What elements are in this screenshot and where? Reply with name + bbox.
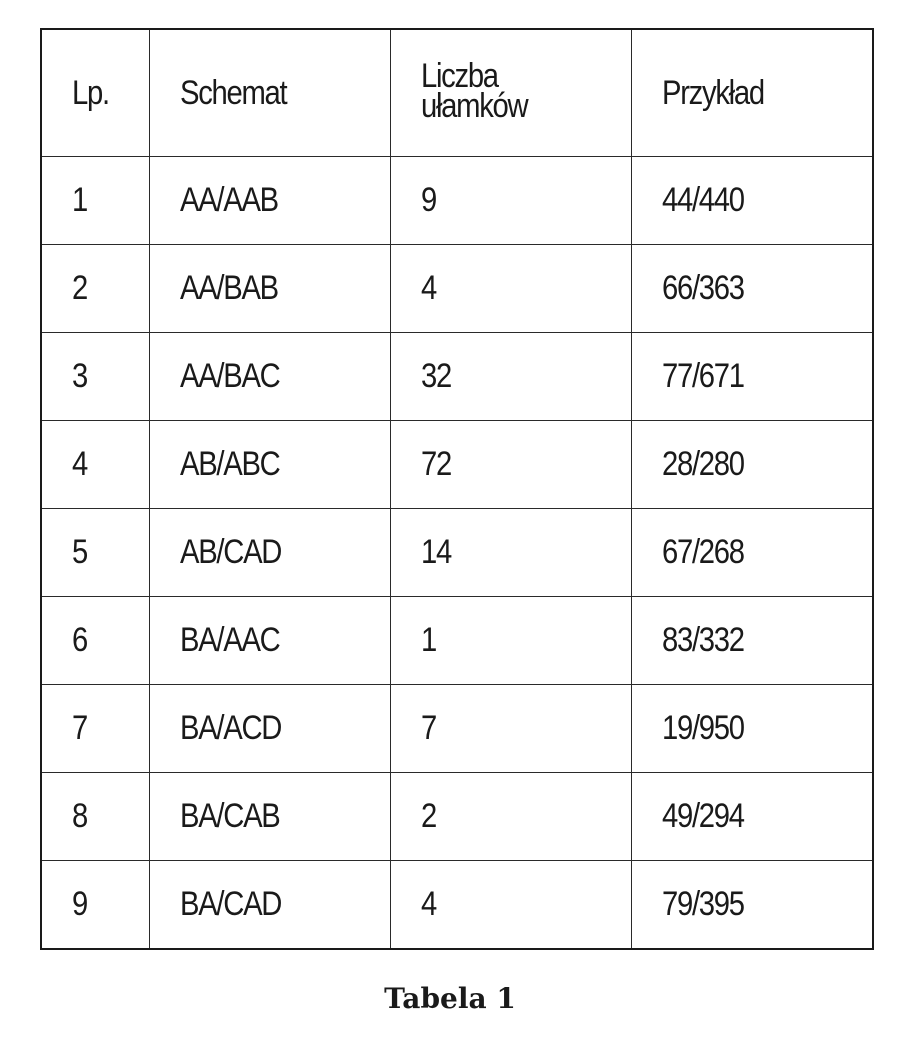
cell-przyklad: [632, 597, 874, 685]
cell-schemat: [150, 421, 391, 509]
cell-liczba-text: 72: [421, 445, 451, 483]
cell-przyklad-text: 77/671: [662, 357, 744, 395]
table-row: [41, 685, 873, 773]
header-liczba-label: [421, 56, 528, 125]
table-row: [41, 597, 873, 685]
cell-liczba: [391, 685, 632, 773]
cell-lp-text: 4: [72, 445, 87, 483]
cell-schemat: [150, 245, 391, 333]
cell-schemat: [150, 509, 391, 597]
table-row: [41, 773, 873, 861]
cell-liczba: [391, 245, 632, 333]
table-caption: Tabela 1: [384, 982, 516, 1015]
header-liczba-line2: ułamków: [421, 86, 528, 125]
cell-lp-text: 8: [72, 797, 87, 835]
header-schemat-label: Schemat: [180, 73, 287, 112]
cell-schemat-text: BA/CAD: [180, 885, 282, 923]
table-row: [41, 157, 873, 245]
cell-przyklad: [632, 861, 874, 950]
table-row: [41, 245, 873, 333]
header-liczba-ulamkow: [391, 29, 632, 157]
cell-schemat-text: AA/BAC: [180, 357, 280, 395]
cell-przyklad-text: 83/332: [662, 621, 744, 659]
cell-liczba-text: 4: [421, 269, 436, 307]
cell-lp: [41, 773, 150, 861]
cell-schemat-text: BA/CAB: [180, 797, 280, 835]
cell-lp-text: 9: [72, 885, 87, 923]
cell-przyklad-text: 67/268: [662, 533, 744, 571]
table-row: [41, 421, 873, 509]
cell-liczba-text: 14: [421, 533, 451, 571]
cell-przyklad: [632, 509, 874, 597]
cell-lp: [41, 421, 150, 509]
cell-lp: [41, 509, 150, 597]
cell-schemat-text: AA/AAB: [180, 181, 278, 219]
cell-liczba: [391, 421, 632, 509]
cell-schemat-text: BA/AAC: [180, 621, 280, 659]
cell-przyklad-text: 49/294: [662, 797, 744, 835]
cell-lp-text: 1: [72, 181, 87, 219]
header-przyklad-label: Przykład: [662, 73, 764, 112]
cell-schemat: [150, 685, 391, 773]
cell-schemat: [150, 157, 391, 245]
table-header-row: [41, 29, 873, 157]
table-row: [41, 861, 873, 950]
cell-lp: [41, 333, 150, 421]
cell-liczba-text: 2: [421, 797, 436, 835]
cell-przyklad: [632, 685, 874, 773]
cell-przyklad-text: 44/440: [662, 181, 744, 219]
cell-przyklad-text: 19/950: [662, 709, 744, 747]
cell-schemat: [150, 597, 391, 685]
cell-przyklad-text: 79/395: [662, 885, 744, 923]
cell-liczba-text: 1: [421, 621, 436, 659]
cell-schemat-text: AA/BAB: [180, 269, 278, 307]
cell-przyklad: [632, 421, 874, 509]
cell-schemat: [150, 333, 391, 421]
cell-przyklad: [632, 773, 874, 861]
header-schemat: [150, 29, 391, 157]
table-row: [41, 333, 873, 421]
cell-lp: [41, 685, 150, 773]
header-lp-label: Lp.: [72, 73, 109, 112]
fractions-table: [40, 28, 874, 950]
header-lp: [41, 29, 150, 157]
cell-lp: [41, 861, 150, 950]
cell-liczba: [391, 157, 632, 245]
table-row: [41, 509, 873, 597]
table-body: [41, 157, 873, 950]
cell-lp-text: 3: [72, 357, 87, 395]
cell-lp-text: 5: [72, 533, 87, 571]
cell-schemat-text: AB/ABC: [180, 445, 280, 483]
cell-lp: [41, 597, 150, 685]
cell-przyklad: [632, 157, 874, 245]
cell-liczba: [391, 773, 632, 861]
cell-liczba: [391, 597, 632, 685]
cell-lp-text: 6: [72, 621, 87, 659]
cell-lp: [41, 157, 150, 245]
cell-lp: [41, 245, 150, 333]
fractions-table-container: [40, 28, 867, 950]
cell-przyklad-text: 28/280: [662, 445, 744, 483]
cell-lp-text: 7: [72, 709, 87, 747]
cell-schemat-text: BA/ACD: [180, 709, 282, 747]
cell-przyklad: [632, 333, 874, 421]
header-liczba-line1: Liczba: [421, 56, 498, 95]
cell-liczba: [391, 509, 632, 597]
header-przyklad: [632, 29, 874, 157]
cell-przyklad: [632, 245, 874, 333]
cell-liczba-text: 4: [421, 885, 436, 923]
cell-przyklad-text: 66/363: [662, 269, 744, 307]
cell-liczba: [391, 861, 632, 950]
cell-liczba-text: 32: [421, 357, 451, 395]
cell-liczba-text: 7: [421, 709, 436, 747]
cell-schemat: [150, 861, 391, 950]
cell-liczba-text: 9: [421, 181, 436, 219]
cell-lp-text: 2: [72, 269, 87, 307]
cell-schemat: [150, 773, 391, 861]
cell-schemat-text: AB/CAD: [180, 533, 282, 571]
cell-liczba: [391, 333, 632, 421]
